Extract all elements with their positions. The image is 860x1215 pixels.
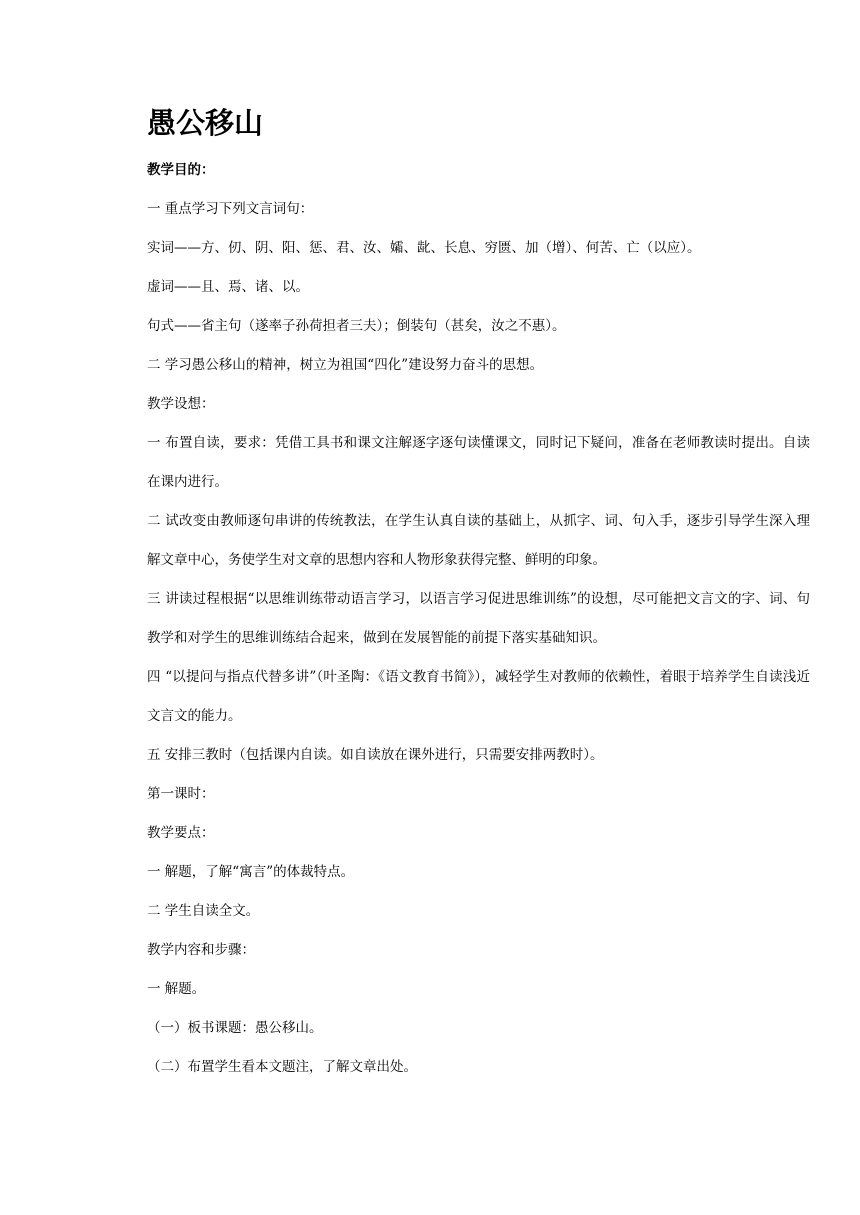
- lesson-one-heading: 第一课时：: [147, 786, 215, 802]
- goal-item-1: 一 重点学习下列文言词句：: [147, 201, 314, 217]
- goal-item-function-words: 虚词——且、焉、诸、以。: [147, 279, 309, 295]
- teaching-points-heading: 教学要点：: [147, 825, 215, 841]
- step-item-1: 一 解题。: [147, 981, 206, 997]
- step-item-1-2: （二）布置学生看本文题注，了解文章出处。: [147, 1059, 417, 1075]
- document-title: 愚公移山: [147, 106, 264, 140]
- design-item-1: 一 布置自读，要求：凭借工具书和课文注解逐字逐句读懂课文，同时记下疑问，准备在老师教读时提出。自读在课内进行。: [147, 435, 810, 490]
- point-item-1: 一 解题，了解“寓言”的体裁特点。: [147, 864, 355, 880]
- document-content: [147, 103, 810, 1087]
- teaching-goal-heading: 教学目的：: [147, 162, 215, 178]
- design-item-5: 五 安排三教时（包括课内自读。如自读放在课外进行，只需要安排两教时）。: [147, 747, 604, 763]
- design-item-2: 二 试改变由教师逐句串讲的传统教法，在学生认真自读的基础上，从抓字、词、句入手，逐步引导学生深入理解文章中心，务使学生对文章的思想内容和人物形象获得完整、鲜明的印象。: [147, 513, 810, 568]
- design-item-3: 三 讲读过程根据“以思维训练带动语言学习，以语言学习促进思维训练”的设想，尽可能把文言文的字、词、句教学和对学生的思维训练结合起来，做到在发展智能的前提下落实基础知识。: [147, 591, 810, 646]
- goal-item-notional-words: 实词——方、仞、阴、阳、惩、君、汝、孀、龀、长息、穷匮、加（增）、何苦、亡（以应）。: [147, 240, 701, 256]
- content-steps-heading: 教学内容和步骤：: [147, 942, 255, 958]
- point-item-2: 二 学生自读全文。: [147, 903, 260, 919]
- goal-item-2: 二 学习愚公移山的精神，树立为祖国“四化”建设努力奋斗的思想。: [147, 357, 544, 373]
- step-item-1-1: （一）板书课题：愚公移山。: [147, 1020, 323, 1036]
- teaching-design-heading: 教学设想：: [147, 396, 215, 412]
- goal-item-sentence-patterns: 句式——省主句（遂率子孙荷担者三夫）；倒装句（甚矣，汝之不惠）。: [147, 318, 566, 334]
- design-item-4: 四 “以提问与指点代替多讲”（叶圣陶：《语文教育书简》），减轻学生对教师的依赖性，着眼于培养学生自读浅近文言文的能力。: [147, 669, 810, 724]
